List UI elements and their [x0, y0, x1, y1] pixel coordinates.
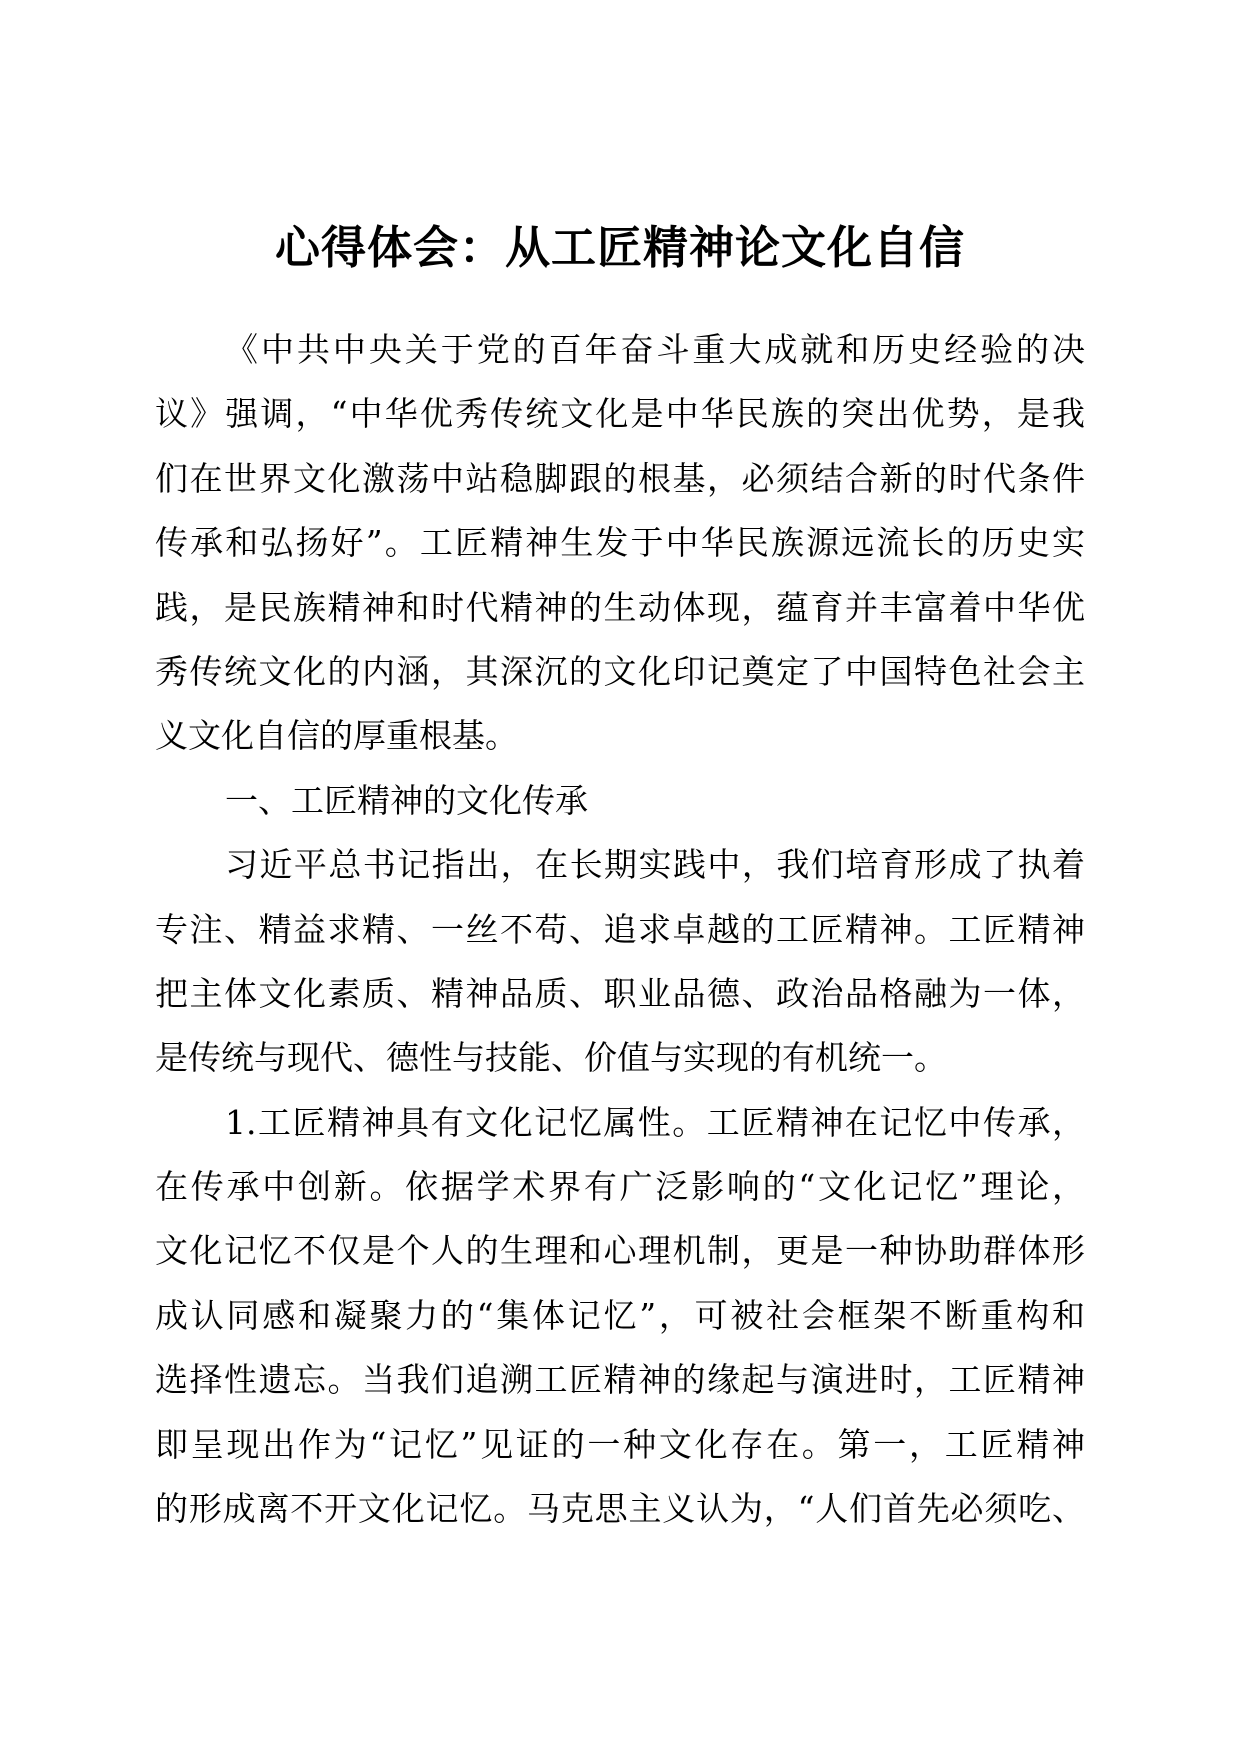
text-line: 专注、精益求精、一丝不苟、追求卓越的工匠精神。工匠精神: [155, 909, 1085, 949]
text-line: 义文化自信的厚重根基。: [155, 716, 518, 756]
text-line: 1.工匠精神具有文化记忆属性。工匠精神在记忆中传承，: [225, 1102, 1085, 1142]
paragraph-craftsmanship: [155, 833, 1085, 1091]
text-line: 议》强调，“中华优秀传统文化是中华民族的突出优势，是我: [155, 394, 1085, 434]
text-line: 文化记忆不仅是个人的生理和心理机制，更是一种协助群体形: [155, 1231, 1085, 1271]
text-line: 是传统与现代、德性与技能、价值与实现的有机统一。: [155, 1038, 947, 1078]
text-line: 的形成离不开文化记忆。马克思主义认为，“人们首先必须吃、: [155, 1489, 1085, 1529]
text-line: 选择性遗忘。当我们追溯工匠精神的缘起与演进时，工匠精神: [155, 1360, 1085, 1400]
text-line: 把主体文化素质、精神品质、职业品德、政治品格融为一体，: [155, 973, 1085, 1013]
paragraph-intro: [155, 318, 1085, 769]
text-line: 成认同感和凝聚力的“集体记忆”，可被社会框架不断重构和: [155, 1295, 1085, 1335]
text-line: 《中共中央关于党的百年奋斗重大成就和历史经验的决: [225, 330, 1085, 369]
text-line: 践，是民族精神和时代精神的生动体现，蕴育并丰富着中华优: [155, 587, 1085, 627]
text-line: 传承和弘扬好”。工匠精神生发于中华民族源远流长的历史实: [155, 523, 1085, 563]
text-line: 即呈现出作为“记忆”见证的一种文化存在。第一，工匠精神: [155, 1424, 1085, 1464]
document-title: 心得体会：从工匠精神论文化自信: [274, 221, 965, 274]
text-line: 秀传统文化的内涵，其深沉的文化印记奠定了中国特色社会主: [155, 651, 1085, 691]
paragraph-cultural-memory: [155, 1091, 1085, 1542]
document-body: [155, 318, 1085, 1541]
text-line: 习近平总书记指出，在长期实践中，我们培育形成了执着: [225, 845, 1085, 885]
text-line: 在传承中创新。依据学术界有广泛影响的“文化记忆”理论，: [155, 1167, 1085, 1207]
section-heading-text: 一、工匠精神的文化传承: [225, 780, 588, 820]
section-heading: [155, 769, 1085, 833]
text-line: 们在世界文化激荡中站稳脚跟的根基，必须结合新的时代条件: [155, 458, 1085, 498]
